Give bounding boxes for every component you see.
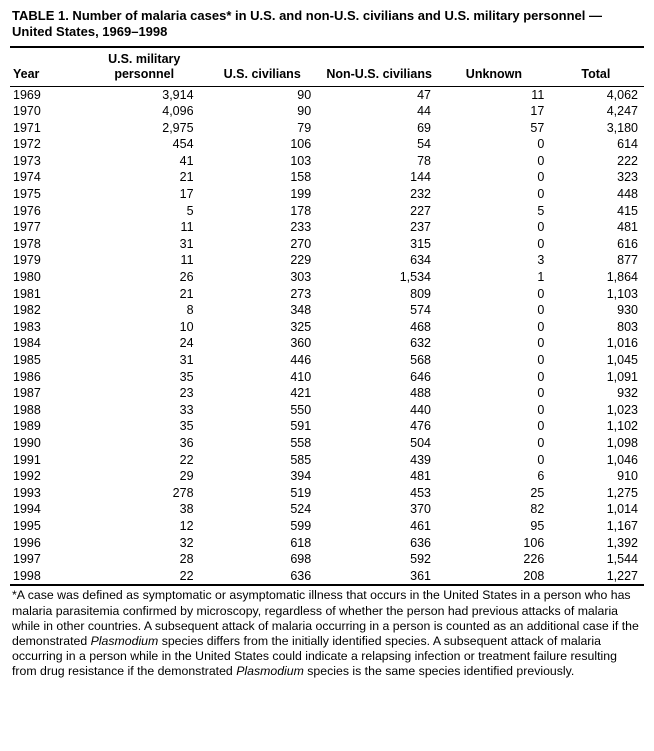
cell-total: 1,864 [606, 270, 638, 285]
cell-us-military-personnel: 5 [186, 203, 194, 218]
cell-us-military-personnel: 31 [179, 353, 194, 367]
cell-total: 1,045 [606, 353, 638, 367]
table-row [10, 87, 644, 104]
cell-non-us-civilians: 592 [410, 552, 431, 567]
table-footnote [10, 586, 644, 679]
cell-us-military-personnel: 38 [179, 502, 194, 517]
cell-total: 222 [617, 153, 638, 168]
table-body-rows [10, 87, 644, 585]
cell-us-civilians: 618 [290, 535, 312, 550]
cell-non-us-civilians: 315 [410, 236, 431, 251]
cell-year: 1984 [13, 336, 41, 351]
cell-unknown: 0 [537, 153, 545, 168]
table-header-area [10, 48, 644, 86]
cell-total: 877 [617, 253, 638, 268]
cell-total: 1,167 [606, 518, 638, 533]
cell-us-military-personnel: 22 [179, 568, 194, 583]
cell-non-us-civilians: 1,534 [399, 270, 431, 285]
cell-non-us-civilians: 54 [417, 137, 431, 152]
cell-us-military-personnel: 278 [172, 485, 194, 500]
table-row [10, 468, 644, 485]
cell-unknown: 0 [537, 236, 545, 251]
cell-year: 1978 [13, 236, 41, 251]
cell-us-civilians: 421 [290, 386, 312, 401]
cell-unknown: 3 [537, 253, 545, 268]
cell-total: 323 [617, 170, 638, 185]
cell-unknown: 6 [537, 469, 545, 484]
table-header [10, 49, 644, 86]
cell-total: 1,098 [606, 435, 638, 450]
cell-year: 1997 [13, 552, 41, 567]
cell-non-us-civilians: 232 [410, 187, 431, 202]
cell-us-civilians: 90 [297, 87, 312, 102]
cell-non-us-civilians: 78 [417, 153, 431, 168]
column-header-year: Year [13, 66, 40, 81]
cell-non-us-civilians: 632 [410, 336, 431, 351]
footnote-italic-plasmodium-1: Plasmodium [90, 633, 159, 648]
cell-us-civilians: 394 [290, 469, 312, 484]
table-row [10, 319, 644, 336]
cell-us-civilians: 550 [290, 402, 312, 417]
cell-year: 1995 [13, 518, 41, 533]
cell-year: 1986 [13, 369, 41, 384]
table-row [10, 169, 644, 186]
cell-us-military-personnel: 32 [179, 535, 194, 550]
cell-us-civilians: 591 [290, 419, 312, 434]
cell-unknown: 0 [537, 435, 545, 450]
cell-us-military-personnel: 22 [179, 452, 194, 467]
cell-non-us-civilians: 47 [417, 87, 431, 102]
table-row [10, 186, 644, 203]
table-row [10, 302, 644, 319]
table-body [10, 87, 644, 585]
cell-year: 1972 [13, 137, 41, 152]
footnote-text-part1: A case was defined as symptomatic or asymptomatic illness that occurs in the United States in a person who has malaria parasitemia confirmed by microscopy, regardless of whether the person had previous attacks of malaria while in other countries. A subsequent attack of malaria occurring in a person is counted as an additional case if the demonstrated [12, 588, 639, 648]
table-header-row [10, 49, 644, 86]
cell-us-military-personnel: 11 [180, 253, 194, 268]
cell-total: 932 [617, 386, 638, 401]
cell-year: 1987 [13, 386, 41, 401]
cell-unknown: 0 [537, 319, 545, 334]
cell-us-civilians: 303 [290, 270, 312, 285]
cell-us-civilians: 270 [290, 236, 312, 251]
cell-us-military-personnel: 8 [186, 303, 194, 318]
cell-us-military-personnel: 11 [180, 220, 194, 235]
cell-unknown: 0 [537, 170, 545, 185]
cell-us-military-personnel: 33 [179, 402, 194, 417]
cell-us-military-personnel: 35 [179, 419, 194, 434]
cell-unknown: 57 [530, 120, 545, 135]
cell-year: 1983 [13, 319, 41, 334]
cell-total: 803 [617, 319, 638, 334]
cell-us-civilians: 698 [290, 552, 312, 567]
table-row [10, 236, 644, 253]
cell-unknown: 82 [530, 502, 545, 517]
cell-total: 1,544 [606, 552, 638, 567]
table-row [10, 286, 644, 303]
cell-total: 4,247 [606, 104, 638, 119]
cell-us-military-personnel: 12 [179, 518, 194, 533]
cell-us-civilians: 410 [290, 369, 312, 384]
column-header-us-civilians: U.S. civilians [223, 66, 301, 81]
cell-year: 1990 [13, 435, 41, 450]
cell-year: 1989 [13, 419, 41, 434]
cell-us-civilians: 360 [290, 336, 312, 351]
cell-non-us-civilians: 646 [410, 369, 431, 384]
cell-us-civilians: 90 [297, 104, 312, 119]
cell-unknown: 0 [537, 286, 545, 301]
cell-non-us-civilians: 237 [410, 220, 431, 235]
cell-non-us-civilians: 476 [410, 419, 431, 434]
cell-non-us-civilians: 440 [410, 402, 431, 417]
table-row [10, 103, 644, 120]
cell-total: 1,227 [606, 568, 638, 583]
cell-total: 415 [617, 203, 638, 218]
cell-non-us-civilians: 453 [410, 485, 431, 500]
cell-total: 930 [617, 303, 638, 318]
cell-year: 1969 [13, 87, 41, 102]
cell-us-military-personnel: 28 [179, 552, 194, 567]
column-header-us-military-personnel: U.S. military personnel [108, 51, 181, 81]
table-row [10, 252, 644, 269]
cell-us-civilians: 519 [290, 485, 312, 500]
table-title: TABLE 1. Number of malaria cases* in U.S. and non-U.S. civilians and U.S. military personnel — United States, 1969–1998 [12, 8, 602, 40]
cell-us-military-personnel: 10 [179, 319, 194, 334]
cell-non-us-civilians: 809 [410, 286, 431, 301]
cell-us-military-personnel: 36 [179, 435, 194, 450]
cell-unknown: 106 [523, 535, 545, 550]
cell-total: 910 [617, 469, 638, 484]
cell-non-us-civilians: 574 [410, 303, 431, 318]
cell-us-military-personnel: 17 [179, 187, 194, 202]
footnote-italic-plasmodium-2: Plasmodium [236, 664, 304, 679]
table-row [10, 120, 644, 137]
cell-unknown: 0 [537, 402, 545, 417]
cell-us-civilians: 106 [290, 137, 312, 152]
cell-year: 1996 [13, 535, 41, 550]
cell-non-us-civilians: 636 [410, 535, 431, 550]
cell-year: 1981 [13, 286, 41, 301]
cell-year: 1975 [13, 187, 41, 202]
cell-us-military-personnel: 31 [179, 236, 194, 251]
cell-year: 1982 [13, 303, 41, 318]
table-row [10, 203, 644, 220]
cell-us-military-personnel: 41 [179, 153, 194, 168]
cell-non-us-civilians: 227 [410, 203, 431, 218]
table-row [10, 219, 644, 236]
cell-us-civilians: 524 [290, 502, 312, 517]
column-header-unknown: Unknown [465, 66, 523, 81]
cell-unknown: 0 [537, 452, 545, 467]
cell-non-us-civilians: 461 [410, 518, 431, 533]
cell-total: 1,046 [606, 452, 638, 467]
cell-non-us-civilians: 69 [417, 120, 431, 135]
cell-unknown: 5 [537, 203, 545, 218]
table-row [10, 535, 644, 552]
cell-us-civilians: 273 [290, 286, 312, 301]
table-row [10, 352, 644, 369]
footnote-marker: * [12, 588, 17, 603]
cell-non-us-civilians: 361 [410, 568, 431, 583]
cell-year: 1974 [13, 170, 41, 185]
cell-year: 1988 [13, 402, 41, 417]
cell-us-military-personnel: 24 [179, 336, 194, 351]
table-row [10, 418, 644, 435]
column-header-total: Total [581, 66, 611, 81]
cell-total: 614 [617, 137, 638, 152]
table-row [10, 153, 644, 170]
cell-unknown: 17 [530, 104, 545, 119]
cell-non-us-civilians: 144 [410, 170, 431, 185]
footnote-text-part2: species differs from the initially identified species. A subsequent attack of malaria occurring in a person while in the United States could indicate a relapsing infection or treatment failure resulting from drug resistance if the demonstrated [12, 633, 617, 679]
cell-unknown: 0 [537, 369, 545, 384]
table-row [10, 518, 644, 535]
cell-unknown: 0 [537, 419, 545, 434]
cell-year: 1980 [13, 270, 41, 285]
cell-us-civilians: 446 [290, 353, 312, 367]
table-row [10, 385, 644, 402]
cell-us-military-personnel: 26 [179, 270, 194, 285]
cell-non-us-civilians: 44 [417, 104, 431, 119]
cell-total: 1,275 [606, 485, 638, 500]
cell-us-military-personnel: 21 [179, 286, 194, 301]
cell-unknown: 11 [531, 87, 545, 102]
cell-us-military-personnel: 4,096 [162, 104, 194, 119]
cell-total: 481 [617, 220, 638, 235]
cell-us-military-personnel: 23 [179, 386, 194, 401]
table-row [10, 269, 644, 286]
cell-year: 1977 [13, 220, 41, 235]
table-row [10, 136, 644, 153]
cell-unknown: 0 [537, 336, 545, 351]
cell-non-us-civilians: 481 [410, 469, 431, 484]
cell-us-civilians: 158 [290, 170, 312, 185]
cell-non-us-civilians: 439 [410, 452, 431, 467]
cell-us-civilians: 325 [290, 319, 312, 334]
cell-total: 616 [617, 236, 638, 251]
cell-unknown: 25 [530, 485, 545, 500]
table-row [10, 335, 644, 352]
cell-total: 1,091 [606, 369, 638, 384]
cell-year: 1985 [13, 353, 41, 367]
cell-non-us-civilians: 634 [410, 253, 431, 268]
table-row [10, 501, 644, 518]
cell-us-military-personnel: 21 [179, 170, 194, 185]
cell-total: 4,062 [606, 87, 638, 102]
table-row [10, 369, 644, 386]
cell-us-civilians: 558 [290, 435, 312, 450]
cell-year: 1991 [13, 452, 41, 467]
table-row [10, 402, 644, 419]
table-row [10, 551, 644, 568]
cell-year: 1993 [13, 485, 41, 500]
table-row [10, 485, 644, 502]
cell-year: 1992 [13, 469, 41, 484]
cell-us-military-personnel: 454 [172, 137, 194, 152]
cell-us-civilians: 348 [290, 303, 312, 318]
cell-year: 1973 [13, 153, 41, 168]
cell-unknown: 0 [537, 386, 545, 401]
cell-non-us-civilians: 468 [410, 319, 431, 334]
table-row [10, 435, 644, 452]
cell-unknown: 1 [537, 270, 545, 285]
cell-year: 1994 [13, 502, 41, 517]
cell-year: 1970 [13, 104, 41, 119]
cell-us-civilians: 229 [290, 253, 312, 268]
cell-total: 1,103 [606, 286, 638, 301]
cell-unknown: 95 [530, 518, 545, 533]
cell-us-military-personnel: 3,914 [162, 87, 194, 102]
cell-total: 1,023 [606, 402, 638, 417]
cell-total: 1,102 [606, 419, 638, 434]
cell-us-civilians: 636 [290, 568, 312, 583]
cell-total: 1,392 [606, 535, 638, 550]
cell-non-us-civilians: 568 [410, 353, 431, 367]
cell-unknown: 208 [523, 568, 545, 583]
cell-us-military-personnel: 2,975 [162, 120, 194, 135]
cell-total: 1,014 [606, 502, 638, 517]
cell-us-civilians: 599 [290, 518, 312, 533]
cell-unknown: 0 [537, 220, 545, 235]
cell-unknown: 226 [523, 552, 545, 567]
cell-us-civilians: 79 [297, 120, 312, 135]
table-row [10, 452, 644, 469]
footnote-text-part3: species is the same species identified previously. [303, 664, 575, 679]
cell-us-civilians: 233 [290, 220, 312, 235]
cell-unknown: 0 [537, 137, 545, 152]
cell-non-us-civilians: 370 [410, 502, 431, 517]
cell-us-military-personnel: 35 [179, 369, 194, 384]
cell-unknown: 0 [537, 303, 545, 318]
column-header-non-us-civilians: Non-U.S. civilians [326, 66, 432, 81]
cell-total: 448 [617, 187, 638, 202]
cell-us-military-personnel: 29 [179, 469, 194, 484]
cell-non-us-civilians: 488 [410, 386, 431, 401]
cell-total: 1,016 [606, 336, 638, 351]
cell-unknown: 0 [537, 187, 545, 202]
cell-us-civilians: 103 [290, 153, 312, 168]
cell-us-civilians: 178 [290, 203, 312, 218]
cell-year: 1976 [13, 203, 41, 218]
cell-unknown: 0 [537, 353, 545, 367]
cell-non-us-civilians: 504 [410, 435, 431, 450]
cell-us-civilians: 585 [290, 452, 312, 467]
cell-total: 3,180 [606, 120, 638, 135]
cell-year: 1998 [13, 568, 41, 583]
cell-year: 1971 [13, 120, 41, 135]
cell-year: 1979 [13, 253, 41, 268]
cell-us-civilians: 199 [290, 187, 312, 202]
table-row [10, 568, 644, 585]
